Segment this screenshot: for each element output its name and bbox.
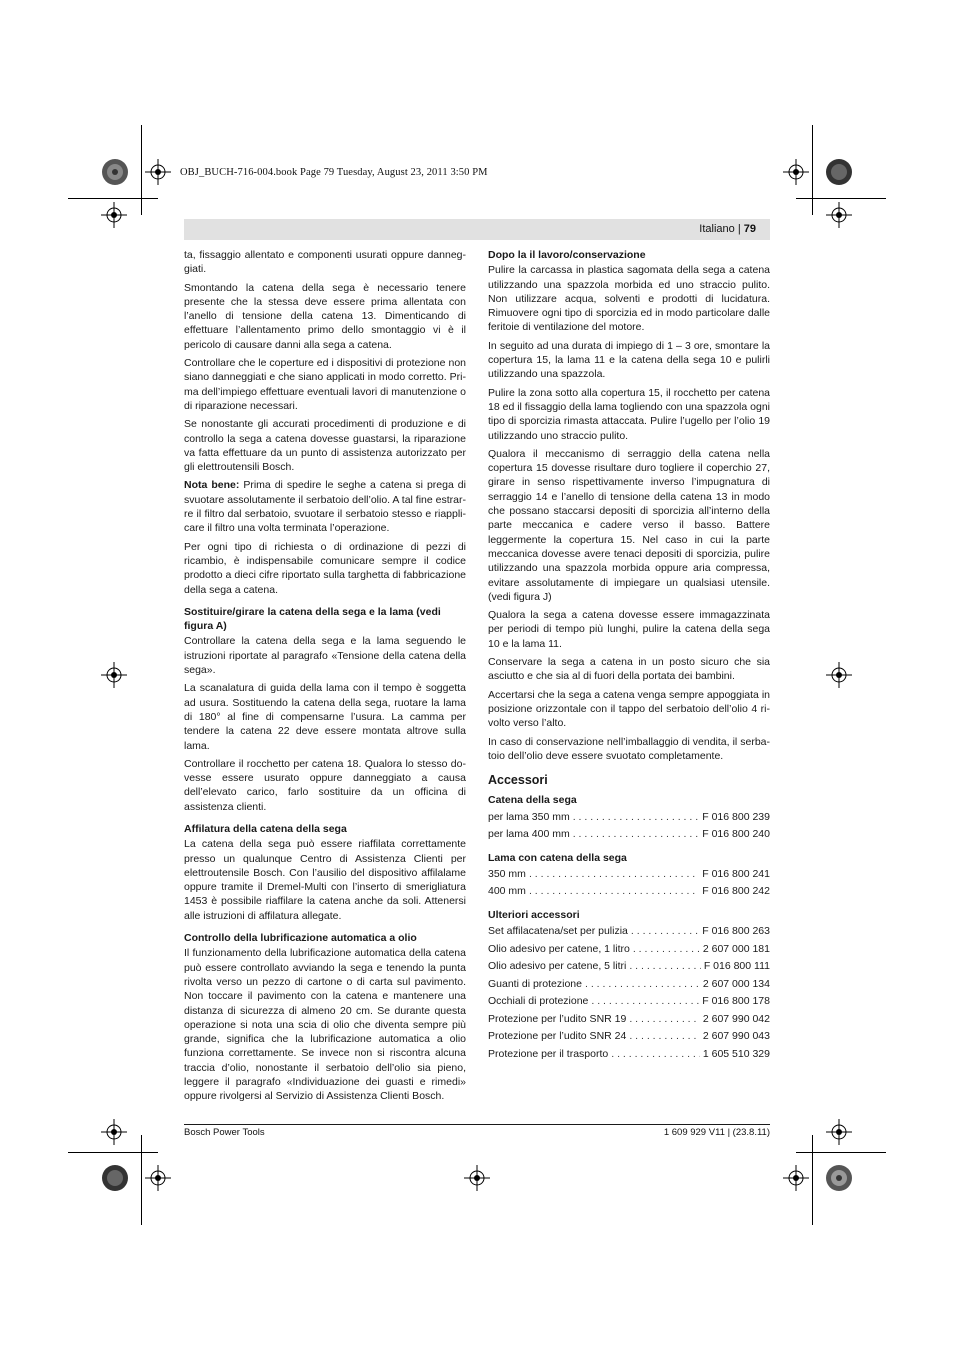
accessory-row bbox=[488, 884, 770, 902]
footer-rule bbox=[184, 1124, 770, 1125]
print-info-line: OBJ_BUCH-716-004.book Page 79 Tuesday, August 23, 2011 3:50 PM bbox=[180, 167, 488, 178]
section-heading: Dopo la il lavoro/conservazione bbox=[488, 249, 646, 261]
paragraph: La catena della sega può essere riaffilata correttamente presso un qualunque Centro di Assistenza Clienti per elettroutensile Bosch. Con l’ausilio del dispositivo affilalame oppure tramite il Dremel-Multi con l’inserto di smerigliatura 1453 è possibile riaffilare la catena anche da soli. Attenersi alle istruzioni di affilatura allegate. bbox=[184, 838, 466, 922]
accessory-group-title: Ulteriori accessori bbox=[488, 908, 580, 921]
accessory-label: 400 mm bbox=[488, 885, 526, 898]
crop-line bbox=[812, 1135, 813, 1225]
crosshair-right-upper-icon bbox=[826, 202, 852, 228]
leader-dots bbox=[629, 1029, 700, 1043]
crop-line bbox=[68, 198, 158, 199]
paragraph: Smontando la catena della sega è necessario tenere presente che la stessa deve essere prima allentata con l’anello di tensione della catena 13. Dimenticando di effettuare l’allentamento primo dello smontaggio vi è il pericolo di causare danni alla sega a catena. bbox=[184, 281, 466, 351]
paragraph: Pulire la zona sotto alla copertura 15, il rocchetto per catena 18 ed il fissaggio della lama togliendo con una spazzola ogni tipo di sporcizia rimasta attaccata. Pulire l’ugello per l’olio 19 utilizzando uno straccio pulito. bbox=[488, 386, 770, 442]
footer-brand: Bosch Power Tools bbox=[184, 1127, 265, 1138]
language-label: Italiano bbox=[699, 223, 735, 235]
accessory-code: 2 607 990 042 bbox=[702, 1012, 770, 1025]
accessory-label: Occhiali di protezione bbox=[488, 995, 589, 1008]
accessory-label: Protezione per l’udito SNR 19 bbox=[488, 1012, 627, 1025]
crop-line bbox=[812, 125, 813, 215]
crosshair-bottom-left-icon bbox=[145, 1165, 171, 1191]
rosette-bottom-right-icon bbox=[825, 1164, 853, 1192]
section-heading: Controllo della lubrificazione automatica a olio bbox=[184, 932, 417, 945]
leader-dots bbox=[529, 884, 699, 898]
accessory-code: F 016 800 240 bbox=[702, 828, 770, 841]
paragraph: Se nonostante gli accurati procedimenti di produzione e di controllo la sega a catena dovesse guastarsi, la riparazione va fatta effettuare da un punto di assistenza autorizzato per gli elettroutensili Bosch. bbox=[184, 418, 466, 474]
crosshair-bottom-right-icon bbox=[783, 1165, 809, 1191]
leader-dots bbox=[629, 1012, 700, 1026]
footer-doc-code: 1 609 929 V11 | (23.8.11) bbox=[663, 1127, 770, 1138]
accessories-title: Accessori bbox=[488, 773, 548, 788]
accessory-row bbox=[488, 1047, 770, 1065]
crosshair-bottom-center-icon bbox=[464, 1165, 490, 1191]
accessory-row bbox=[488, 959, 770, 977]
paragraph: Pulire la carcassa in plastica sagomata della sega a catena utilizzando una spazzola morbida ed uno straccio pulito. Non utilizzare acqua, solventi e prodotti di lucidatura. Rimuovere ogni tipo di sporcizia ed in modo particolare dalle feritoie di ventilazione del motore. bbox=[488, 264, 770, 334]
leader-dots bbox=[611, 1047, 700, 1061]
paragraph: In seguito ad una durata di impiego di 1 – 3 ore, smontare la copertura 15, la lama 11 e la catena della sega 10 e pulirli utilizzando una spazzola. bbox=[488, 339, 770, 381]
accessory-label: Olio adesivo per catene, 1 litro bbox=[488, 942, 630, 955]
accessory-group bbox=[488, 851, 770, 902]
accessory-code: F 016 800 242 bbox=[702, 885, 770, 898]
accessory-row bbox=[488, 924, 770, 942]
crop-line bbox=[141, 1135, 142, 1225]
paragraph: Conservare la sega a catena in un posto sicuro che sia asciutto e che sia al di fuori della portata dei bambini. bbox=[488, 656, 770, 683]
note-paragraph bbox=[184, 478, 466, 535]
accessory-code: 1 605 510 329 bbox=[702, 1047, 770, 1060]
section-heading: Sostituire/girare la catena della sega e la lama (vedi figura A) bbox=[184, 605, 441, 633]
paragraph: Qualora il meccanismo di serraggio della catena nella copertura 15 dovesse risultare duro togliere il coperchio 27, girare in senso rispettivamente inverso l’impugnatura di serraggio 14 e l’anello di tensione della catena 13 in modo che possano staccarsi depositi di sporcizia all’interno della parte meccanica e cadere verso il basso. Battere leggermente la copertura 15. Nel caso in cui la parte meccanica dovesse avere tenaci depositi di sporcizia, pulire utilizzando una spazzola morbida oppure aria compressa, evitare assolutamente di impiegare un qualsiasi utensile. (vedi figura J) bbox=[488, 447, 770, 603]
paragraph: Qualora la sega a catena dovesse essere immagazzinata per periodi di tempo più lunghi, pulire la catena della sega 10 e la lama 11. bbox=[488, 609, 770, 650]
accessory-row bbox=[488, 810, 770, 828]
accessory-row bbox=[488, 942, 770, 960]
accessory-label: Protezione per l’udito SNR 24 bbox=[488, 1030, 627, 1043]
accessory-code: F 016 800 241 bbox=[702, 867, 770, 880]
note-label: Nota bene: bbox=[184, 479, 240, 492]
accessory-label: Guanti di protezione bbox=[488, 977, 582, 990]
header-separator: | bbox=[737, 223, 741, 235]
accessory-code: F 016 800 178 bbox=[702, 995, 770, 1008]
leader-dots bbox=[631, 924, 699, 938]
paragraph: Controllare il rocchetto per catena 18. Qualora lo stesso dovesse essere usurato oppure danneggiato a causa dell’elevato carico, farlo sostituire da un officina di assistenza clienti. bbox=[184, 757, 466, 813]
accessory-code: F 016 800 263 bbox=[702, 925, 770, 938]
leader-dots bbox=[573, 827, 700, 841]
accessory-code: 2 607 990 043 bbox=[702, 1030, 770, 1043]
accessory-label: Set affilacatena/set per pulizia bbox=[488, 925, 628, 938]
leader-dots bbox=[629, 959, 701, 973]
crop-line bbox=[796, 198, 886, 199]
accessory-row bbox=[488, 994, 770, 1012]
paragraph: La scanalatura di guida della lama con il tempo è soggetta ad usura. Sostituendo la catena della sega, ruotare la lama di 180° al fine di compensarne l’usura. La camma per tendere la catena 22 deve essere montata altrove sulla lama. bbox=[184, 682, 466, 752]
paragraph: Accertarsi che la sega a catena venga sempre appoggiata in posizione orizzontale con il tappo del serbatoio dell’olio 4 rivolto verso l’alto. bbox=[488, 688, 770, 730]
accessory-row bbox=[488, 1012, 770, 1030]
accessory-label: Protezione per il trasporto bbox=[488, 1047, 609, 1060]
accessory-group-title: Catena della sega bbox=[488, 794, 577, 807]
page-header-bar bbox=[184, 219, 770, 240]
accessory-label: per lama 400 mm bbox=[488, 828, 570, 841]
accessory-code: F 016 800 239 bbox=[702, 810, 770, 823]
paragraph: Per ogni tipo di richiesta o di ordinazione di pezzi di ricambio, è indispensabile comunicare sempre il codice prodotto a dieci cifre riportato sulla targhetta di fabbricazione della sega a catena. bbox=[184, 540, 466, 596]
accessory-group bbox=[488, 793, 770, 844]
accessory-code: F 016 800 111 bbox=[703, 960, 770, 973]
accessory-row bbox=[488, 977, 770, 995]
accessory-code: 2 607 000 134 bbox=[702, 977, 770, 990]
accessory-label: Olio adesivo per catene, 5 litri bbox=[488, 960, 627, 973]
paragraph: In caso di conservazione nell’imballaggio di vendita, il serbatoio dell’olio deve essere svuotato completamente. bbox=[488, 735, 770, 762]
crosshair-top-right-icon bbox=[783, 159, 809, 185]
rosette-top-right-icon bbox=[825, 158, 853, 186]
paragraph: Controllare che le coperture ed i dispositivi di protezione non siano danneggiati e che siano applicati in modo corretto. Prima dell’impiego effettuare eventuali lavori di manutenzione o di riparazione necessari. bbox=[184, 357, 466, 412]
paragraph: ta, fissaggio allentato e componenti usurati oppure danneggiati. bbox=[184, 249, 466, 276]
right-column bbox=[488, 248, 770, 1064]
leader-dots bbox=[591, 994, 699, 1008]
rosette-bottom-left-icon bbox=[101, 1164, 129, 1192]
accessory-label: 350 mm bbox=[488, 867, 526, 880]
page-number: 79 bbox=[743, 223, 756, 235]
accessory-row bbox=[488, 1029, 770, 1047]
crosshair-right-lower-icon bbox=[826, 1119, 852, 1145]
leader-dots bbox=[573, 810, 700, 824]
leader-dots bbox=[585, 977, 700, 991]
rosette-top-left-icon bbox=[101, 158, 129, 186]
note-text: Prima di spedire le seghe a catena si prega di svuotare assolutamente il serbatoio dell’olio. A tal fine estrarre il filtro dal serbatoio, svuotare il serbatoio stesso e riapplicare il filtro una volta terminata l’operazione. bbox=[184, 479, 466, 535]
left-column bbox=[184, 248, 466, 1108]
crop-line bbox=[796, 1152, 886, 1153]
section-heading: Affilatura della catena della sega bbox=[184, 822, 347, 835]
page-header-label bbox=[699, 223, 756, 235]
paragraph: Il funzionamento della lubrificazione automatica della catena può essere controllato avviando la sega e tenendo la punta rivolta verso un pezzo di cartone o di carta sul pavimento. Non toccare il pavimento con la catena e mantenere una distanza di sicurezza di almeno 20 cm. Se durante questa operazione si nota una scia di olio che diventa sempre più grande, significa che la lubrificazione automatica a olio funziona correttamente. Se invece non si riscontra alcuna traccia d’olio, nonostante il serbatoio dell’olio sia pieno, leggere il paragrafo «Individuazione dei guasti e rimedi» oppure rivolgersi al Servizio di Assistenza Clienti Bosch. bbox=[184, 947, 466, 1103]
accessory-label: per lama 350 mm bbox=[488, 810, 570, 823]
crosshair-right-middle-icon bbox=[826, 662, 852, 688]
crop-line bbox=[141, 125, 142, 215]
paragraph: Controllare la catena della sega e la lama seguendo le istruzioni riportate al paragrafo «Tensione della catena della sega». bbox=[184, 635, 466, 677]
crosshair-top-left-icon bbox=[145, 159, 171, 185]
accessory-code: 2 607 000 181 bbox=[702, 942, 770, 955]
crosshair-left-middle-icon bbox=[101, 662, 127, 688]
crosshair-left-upper-icon bbox=[101, 202, 127, 228]
leader-dots bbox=[633, 942, 700, 956]
accessory-row bbox=[488, 827, 770, 845]
crosshair-left-lower-icon bbox=[101, 1119, 127, 1145]
accessory-group bbox=[488, 908, 770, 1064]
leader-dots bbox=[529, 867, 699, 881]
crop-line bbox=[68, 1152, 158, 1153]
accessory-group-title: Lama con catena della sega bbox=[488, 851, 627, 864]
accessory-row bbox=[488, 867, 770, 885]
